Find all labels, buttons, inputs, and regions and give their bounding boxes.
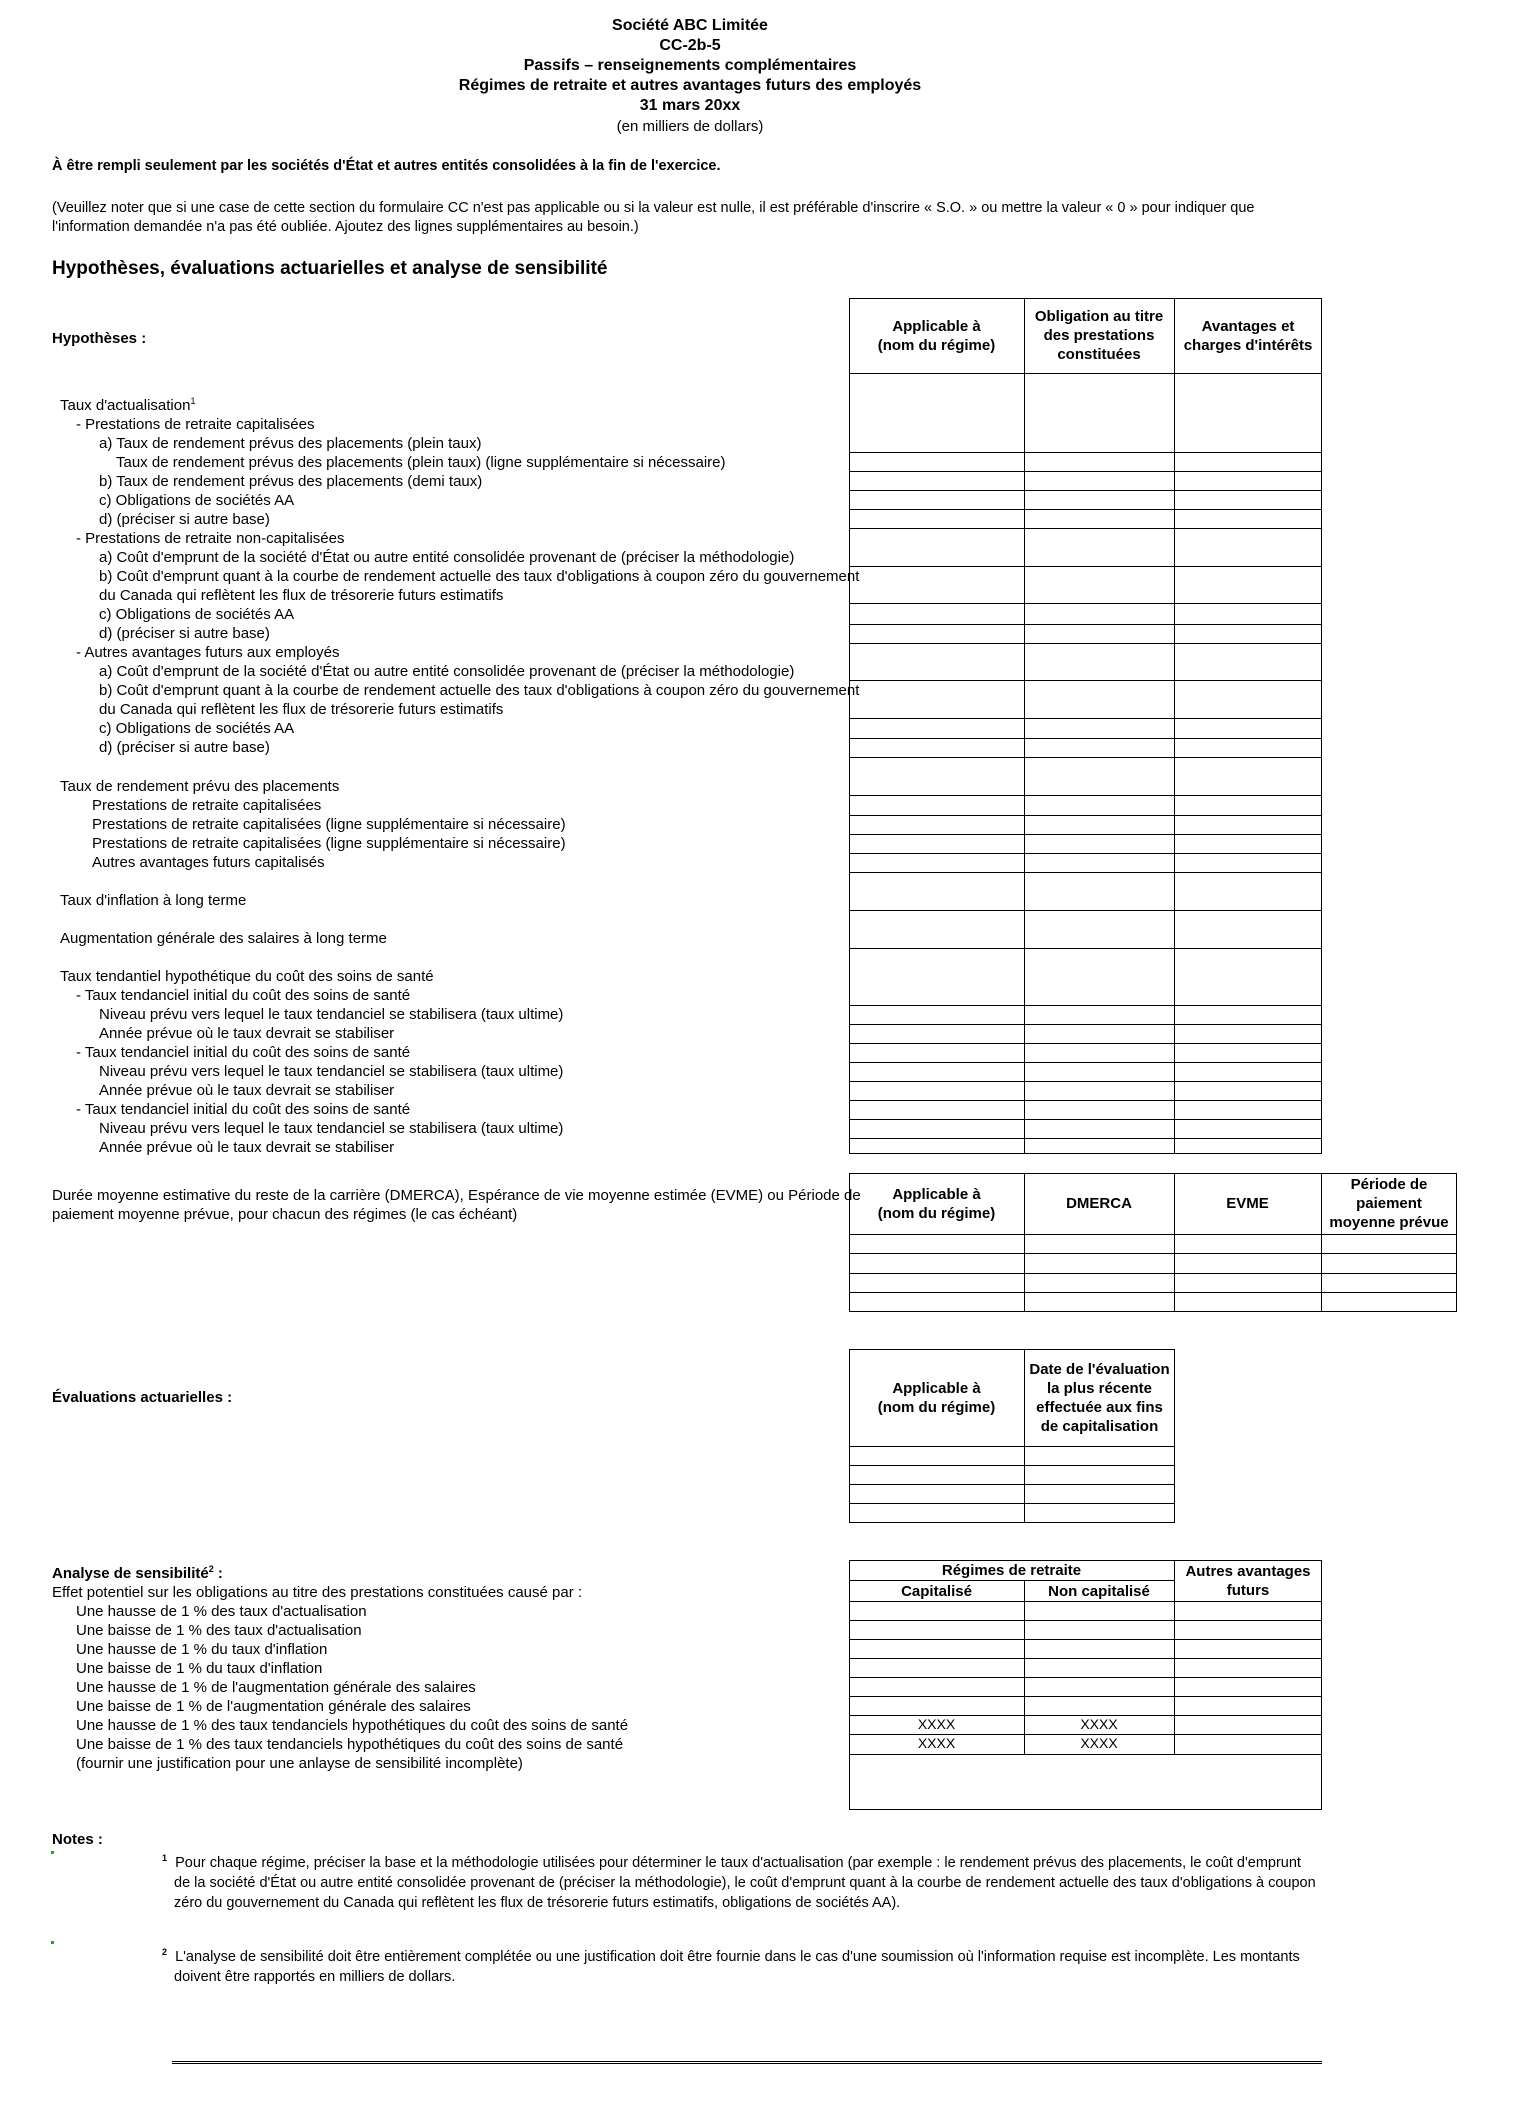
table-divider: [849, 1580, 1174, 1581]
sensibilite-row-label: Une baisse de 1 % de l'augmentation générale des salaires: [76, 1698, 471, 1715]
not-applicable-cell: XXXX: [1080, 1735, 1118, 1751]
sensibilite-row-label: Une baisse de 1 % du taux d'inflation: [76, 1660, 323, 1677]
table-divider: [849, 834, 1322, 835]
footer-rule: [172, 2061, 1322, 2064]
hypothese-line: Taux de rendement prévu des placements: [60, 778, 340, 795]
title-passifs: Passifs – renseignements complémentaires: [523, 57, 857, 74]
hypotheses-table-frame: [849, 298, 1322, 1154]
not-applicable-cell: XXXX: [917, 1716, 956, 1732]
notes-label: Notes :: [52, 1831, 103, 1848]
table-divider: [849, 872, 1322, 873]
table-divider: [1174, 298, 1175, 1154]
hypothese-line: Année prévue où le taux devrait se stabiliser: [99, 1082, 395, 1099]
hypotheses-label: Hypothèses :: [52, 330, 147, 347]
table-divider: [849, 471, 1322, 472]
units-note: (en milliers de dollars): [616, 118, 764, 135]
table-divider: [849, 490, 1322, 491]
hypothese-line: Taux d'inflation à long terme: [60, 892, 247, 909]
table-divider: [849, 948, 1322, 949]
hypothese-line: c) Obligations de sociétés AA: [99, 606, 295, 623]
comment-marker-icon: [51, 1941, 54, 1944]
table-divider: [849, 509, 1322, 510]
hypothese-line: a) Coût d'emprunt de la société d'État ou autre entité consolidée provenant de (préciser la méthodologie): [99, 663, 795, 680]
hypothese-line: b) Taux de rendement prévus des placements (demi taux): [99, 473, 483, 490]
table-divider: [849, 1119, 1322, 1120]
col-header-capitalise: Capitalisé: [901, 1583, 972, 1600]
hypothese-line: du Canada qui reflètent les flux de trésorerie futurs estimatifs: [99, 587, 504, 604]
col-header-periode: Période de paiement moyenne prévue: [1329, 1176, 1449, 1231]
hypothese-line: Niveau prévu vers lequel le taux tendanciel se stabilisera (taux ultime): [99, 1006, 564, 1023]
hypothese-line: d) (préciser si autre base): [99, 625, 270, 642]
instructions-line1: (Veuillez noter que si une case de cette section du formulaire CC n'est pas applicable ou si la valeur est nulle, il est préférable d'inscrire « S.O. » ou mettre la valeur « 0 » pour indiquer que: [52, 200, 1255, 216]
dmerca-text-line1: Durée moyenne estimative du reste de la carrière (DMERCA), Espérance de vie moyenne estimée (EVME) ou Période de: [52, 1187, 861, 1204]
scope-note: À être rempli seulement par les sociétés d'État et autres entités consolidées à la fin de l'exercice.: [52, 158, 721, 174]
col-header-avantages: Avantages et charges d'intérêts: [1183, 317, 1313, 354]
sensibilite-label: Analyse de sensibilité$^2$ :: [52, 1564, 223, 1582]
col-header-evme: EVME: [1226, 1195, 1269, 1212]
hypothese-line: Taux de rendement prévus des placements (plein taux) (ligne supplémentaire si nécessaire): [116, 454, 726, 471]
table-divider: [849, 1601, 1322, 1602]
table-divider: [849, 1100, 1322, 1101]
sensibilite-row-label: Une baisse de 1 % des taux tendanciels hypothétiques du coût des soins de santé: [76, 1736, 624, 1753]
not-applicable-cell: XXXX: [917, 1735, 956, 1751]
note-2: $^2$ L'analyse de sensibilité doit être entièrement complétée ou une justification doit être fournie dans le cas d'une soumission où l'information requise est incomplète. Les montants doivent être rapportés en milliers de dollars.: [162, 1947, 1300, 1985]
sensibilite-row-label: Une baisse de 1 % des taux d'actualisation: [76, 1622, 362, 1639]
table-divider: [849, 1234, 1457, 1235]
sensibilite-row-label: Une hausse de 1 % des taux tendanciels hypothétiques du coût des soins de santé: [76, 1717, 629, 1734]
hypothese-line: a) Coût d'emprunt de la société d'État ou autre entité consolidée provenant de (préciser la méthodologie): [99, 549, 795, 566]
col-header-applicable: Applicable à (nom du régime): [877, 1379, 996, 1416]
table-divider: [849, 528, 1322, 529]
table-divider: [849, 1273, 1457, 1274]
table-divider: [849, 1754, 1322, 1755]
hypothese-line: b) Coût d'emprunt quant à la courbe de rendement actuelle des taux d'obligations à coupon zéro du gouvernement: [99, 568, 860, 585]
table-divider: [849, 1639, 1322, 1640]
sensibilite-row-label: Une hausse de 1 % du taux d'inflation: [76, 1641, 328, 1658]
table-divider: [849, 1484, 1175, 1485]
table-divider: [849, 1253, 1457, 1254]
hypothese-line: - Prestations de retraite non-capitalisées: [76, 530, 345, 547]
hypothese-line: Année prévue où le taux devrait se stabiliser: [99, 1025, 395, 1042]
hypothese-line: - Taux tendanciel initial du coût des soins de santé: [76, 1044, 411, 1061]
company-name: Société ABC Limitée: [612, 17, 768, 34]
col-header-obligation: Obligation au titre des prestations constituées: [1034, 308, 1164, 363]
table-divider: [849, 643, 1322, 644]
table-divider: [849, 910, 1322, 911]
hypothese-line: b) Coût d'emprunt quant à la courbe de rendement actuelle des taux d'obligations à coupon zéro du gouvernement: [99, 682, 860, 699]
not-applicable-cell: XXXX: [1080, 1716, 1118, 1732]
hypothese-line: d) (préciser si autre base): [99, 511, 270, 528]
dmerca-text-line2: paiement moyenne prévue, pour chacun des régimes (le cas échéant): [52, 1206, 518, 1223]
comment-marker-icon: [51, 1851, 54, 1854]
table-divider: [849, 1024, 1322, 1025]
table-divider: [849, 815, 1322, 816]
hypothese-line: - Prestations de retraite capitalisées: [76, 416, 315, 433]
hypothese-line: Taux d'actualisation$^1$: [60, 396, 196, 414]
hypothese-line: Année prévue où le taux devrait se stabiliser: [99, 1139, 395, 1156]
evaluations-label: Évaluations actuarielles :: [52, 1389, 233, 1406]
table-divider: [849, 603, 1322, 604]
instructions-line2: l'information demandée n'a pas été oubliée. Ajoutez des lignes supplémentaires au besoin.): [52, 219, 639, 235]
table-divider: [849, 1062, 1322, 1063]
note-1: $^1$ Pour chaque régime, préciser la base et la méthodologie utilisées pour déterminer le taux d'actualisation (par exemple : le rendement prévus des placements, le coût d'emprunt de la société d'État ou autre entité consolidée provenant de (préciser la méthodologie), le coût d'emprunt quant à la courbe de rendement actuelle des taux d'obligations à coupon zéro du gouvernement du Canada qui reflètent les flux de trésorerie futurs estimatifs, obligations de sociétés AA).: [162, 1853, 1316, 1911]
title-regimes: Régimes de retraite et autres avantages futurs des employés: [458, 77, 922, 94]
hypothese-line: c) Obligations de sociétés AA: [99, 720, 295, 737]
sensibilite-row-label: Une hausse de 1 % de l'augmentation générale des salaires: [76, 1679, 476, 1696]
table-divider: [849, 1503, 1175, 1504]
hypothese-line: Autres avantages futurs capitalisés: [92, 854, 325, 871]
table-divider: [849, 1005, 1322, 1006]
table-divider: [849, 566, 1322, 567]
sensibilite-intro: Effet potentiel sur les obligations au titre des prestations constituées causé par :: [52, 1584, 583, 1601]
col-header-non-capitalise: Non capitalisé: [1048, 1583, 1150, 1600]
hypothese-line: a) Taux de rendement prévus des placements (plein taux): [99, 435, 482, 452]
table-divider: [849, 718, 1322, 719]
hypothese-line: Niveau prévu vers lequel le taux tendanciel se stabilisera (taux ultime): [99, 1063, 564, 1080]
hypothese-line: - Taux tendanciel initial du coût des soins de santé: [76, 1101, 411, 1118]
report-date: 31 mars 20xx: [639, 97, 741, 114]
table-divider: [849, 738, 1322, 739]
table-divider: [849, 452, 1322, 453]
sensibilite-row-label: (fournir une justification pour une anlayse de sensibilité incomplète): [76, 1755, 523, 1772]
hypothese-line: Prestations de retraite capitalisées (ligne supplémentaire si nécessaire): [92, 835, 566, 852]
table-divider: [849, 1658, 1322, 1659]
table-divider: [849, 1081, 1322, 1082]
hypothese-line: Prestations de retraite capitalisées (ligne supplémentaire si nécessaire): [92, 816, 566, 833]
col-header-applicable: Applicable à (nom du régime): [877, 1185, 996, 1222]
table-divider: [849, 680, 1322, 681]
hypothese-line: Niveau prévu vers lequel le taux tendanciel se stabilisera (taux ultime): [99, 1120, 564, 1137]
col-header-regimes: Régimes de retraite: [941, 1562, 1082, 1579]
sensibilite-row-label: Une hausse de 1 % des taux d'actualisation: [76, 1603, 367, 1620]
hypothese-line: d) (préciser si autre base): [99, 739, 270, 756]
hypothese-line: du Canada qui reflètent les flux de trésorerie futurs estimatifs: [99, 701, 504, 718]
col-header-dmerca: DMERCA: [1066, 1195, 1132, 1212]
col-header-autres-avantages: Autres avantages futurs: [1185, 1563, 1311, 1599]
table-divider: [849, 1446, 1175, 1447]
table-divider: [849, 624, 1322, 625]
table-divider: [849, 1043, 1322, 1044]
table-divider: [849, 1138, 1322, 1139]
table-divider: [849, 1620, 1322, 1621]
table-divider: [849, 1696, 1322, 1697]
hypothese-line: Prestations de retraite capitalisées: [92, 797, 322, 814]
hypothese-line: - Taux tendanciel initial du coût des soins de santé: [76, 987, 411, 1004]
hypothese-line: - Autres avantages futurs aux employés: [76, 644, 340, 661]
table-divider: [849, 757, 1322, 758]
hypothese-line: Taux tendantiel hypothétique du coût des soins de santé: [60, 968, 434, 985]
col-header-date-evaluation: Date de l'évaluation la plus récente effectuée aux fins de capitalisation: [1029, 1360, 1170, 1435]
form-code: CC-2b-5: [659, 37, 721, 54]
table-divider: [849, 853, 1322, 854]
table-divider: [849, 1292, 1457, 1293]
table-divider: [849, 373, 1322, 374]
hypothese-line: c) Obligations de sociétés AA: [99, 492, 295, 509]
table-divider: [849, 1465, 1175, 1466]
table-divider: [849, 1677, 1322, 1678]
hypothese-line: Augmentation générale des salaires à long terme: [60, 930, 387, 947]
table-divider: [849, 795, 1322, 796]
section-title: Hypothèses, évaluations actuarielles et analyse de sensibilité: [52, 258, 608, 279]
table-divider: [1024, 298, 1025, 1154]
col-header-applicable: Applicable à (nom du régime): [877, 317, 996, 354]
